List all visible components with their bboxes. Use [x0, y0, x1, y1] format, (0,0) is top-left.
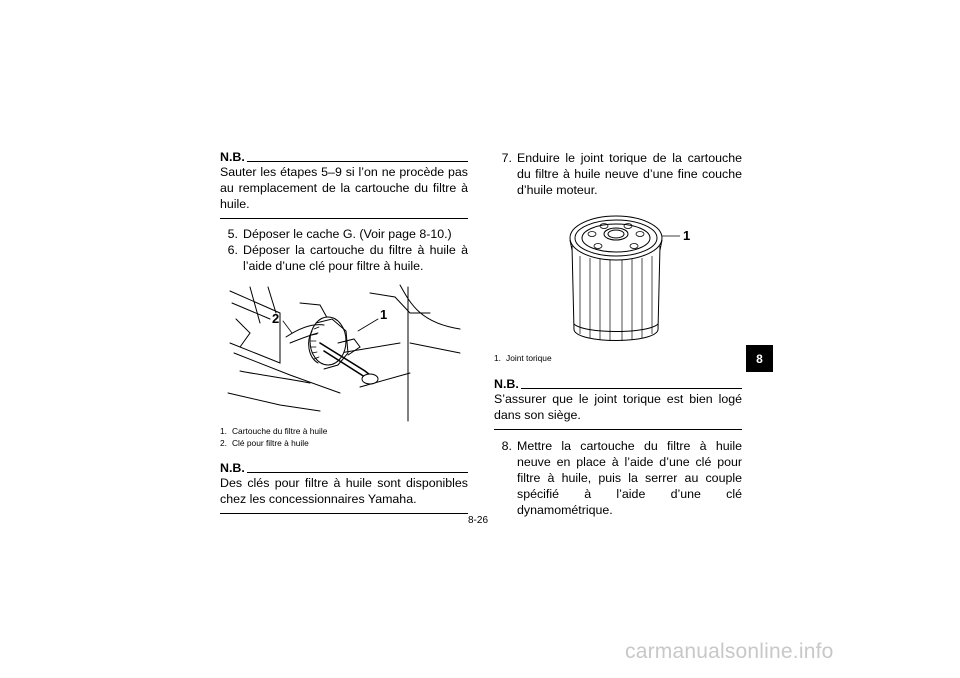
right-column	[494, 150, 742, 518]
step-number: 5.	[227, 227, 238, 241]
note-heading	[220, 150, 468, 164]
note-rule	[247, 472, 468, 473]
note-rule	[521, 388, 742, 389]
step-6	[220, 242, 468, 274]
step-7	[494, 150, 742, 198]
step-number: 7.	[501, 151, 512, 165]
note-text: S’assurer que le joint torique est bien logé dans son siège.	[494, 392, 742, 422]
step-8	[494, 438, 742, 518]
caption-item	[220, 425, 468, 437]
caption-number: 2.	[220, 438, 227, 448]
note-rule	[247, 161, 468, 162]
watermark: carmanualsonline.info	[625, 640, 834, 663]
note-heading	[494, 377, 742, 391]
caption-item	[494, 352, 742, 364]
step-text: Déposer la cartouche du filtre à huile à l’aide d’une clé pour filtre à huile.	[243, 243, 468, 273]
note-end-rule	[220, 513, 468, 514]
figure-captions	[220, 425, 468, 449]
caption-number: 1.	[220, 426, 227, 436]
caption-text: Clé pour filtre à huile	[232, 438, 309, 448]
caption-number: 1.	[494, 353, 501, 363]
figure-captions	[494, 352, 742, 364]
callout-2: 2	[272, 311, 280, 326]
note-heading	[220, 461, 468, 475]
step-5	[220, 226, 468, 242]
oil-filter-cartridge-illustration	[494, 206, 742, 350]
note-title: N.B.	[494, 377, 519, 391]
caption-item	[220, 437, 468, 449]
step-number: 8.	[501, 439, 512, 453]
note-title: N.B.	[220, 150, 245, 164]
step-text: Enduire le joint torique de la cartouche du filtre à huile neuve d’une fine couche d’huile moteur.	[517, 151, 742, 197]
step-number: 6.	[227, 243, 238, 257]
caption-text: Cartouche du filtre à huile	[232, 426, 328, 436]
note-text: Sauter les étapes 5–9 si l’on ne procède pas au remplacement de la cartouche du filtre à huile.	[220, 165, 468, 211]
step-text: Déposer le cache G. (Voir page 8-10.)	[243, 227, 452, 241]
left-column	[220, 150, 468, 514]
callout-1: 1	[380, 307, 388, 322]
note-text: Des clés pour filtre à huile sont disponibles chez les concessionnaires Yamaha.	[220, 476, 468, 506]
callout-1: 1	[683, 228, 691, 243]
note-title: N.B.	[220, 461, 245, 475]
caption-text: Joint torique	[506, 353, 552, 363]
section-tab: 8	[746, 345, 773, 372]
step-text: Mettre la cartouche du filtre à huile neuve en place à l’aide d’une clé pour filtre à huile, puis la serrer au couple spécifié à l’aide d’une clé dynamométrique.	[517, 439, 742, 517]
page-number: 8-26	[468, 515, 489, 526]
oil-filter-removal-illustration	[220, 283, 468, 423]
